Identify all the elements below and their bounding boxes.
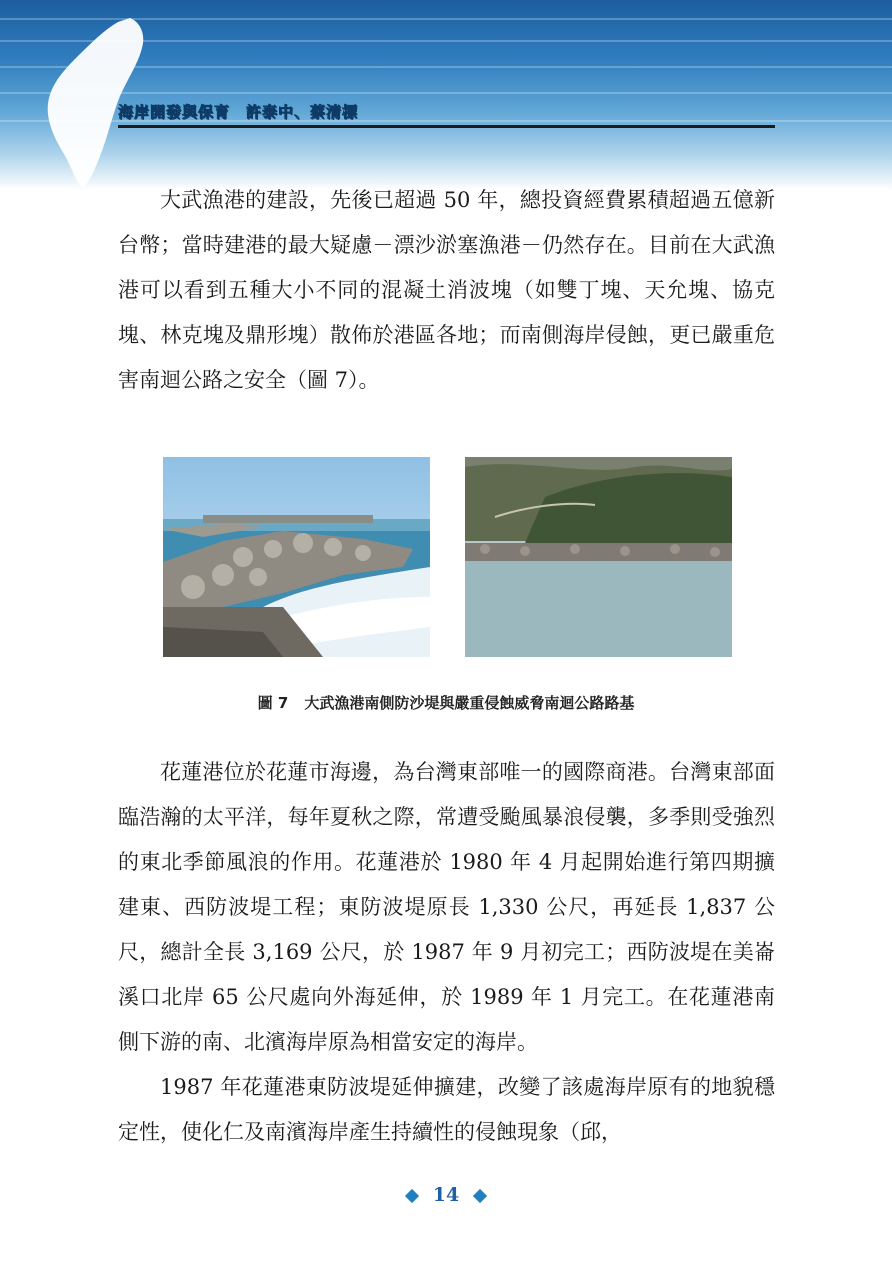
paragraph: 大武漁港的建設，先後已超過 50 年，總投資經費累積超過五億新台幣；當時建港的最大疑慮－漂沙淤塞漁港－仍然存在。目前在大武漁港可以看到五種大小不同的混凝土消波塊（如雙丁塊、天允塊、協克塊、林克塊及鼎形塊）散佈於港區各地；而南側海岸侵蝕，更已嚴重危害南迴公路之安全（圖 7）。 bbox=[118, 188, 775, 392]
header-rule bbox=[118, 125, 775, 128]
paragraph: 1987 年花蓮港東防波堤延伸擴建，改變了該處海岸原有的地貌穩定性，使化仁及南濱海岸產生持續性的侵蝕現象（邱， bbox=[118, 1075, 775, 1144]
diamond-icon bbox=[405, 1189, 419, 1203]
running-head: 海岸開發與保育 許泰中、蔡清標 bbox=[118, 103, 359, 121]
figure-label: 圖 7 bbox=[257, 694, 289, 712]
page-number: 14 bbox=[432, 1184, 460, 1206]
paragraph: 花蓮港位於花蓮市海邊，為台灣東部唯一的國際商港。台灣東部面臨浩瀚的太平洋，每年夏秋之際，常遭受颱風暴浪侵襲，多季則受強烈的東北季節風浪的作用。花蓮港於 1980 年 4 月起開始進行第四期擴建東、西防波堤工程；東防波堤原長 1,330 公尺，再延長 1,837 公尺，總計全長 3,169 公尺，於 1987 年 9 月初完工；西防波堤在美崙溪口北岸 65 公尺處向外海延伸，於 1989 年 1 月完工。在花蓮港南側下游的南、北濱海岸原為相當安定的海岸。 bbox=[118, 760, 775, 1054]
body-text-top bbox=[118, 178, 775, 403]
photo-breakwater-tetrapods bbox=[163, 457, 430, 657]
figure-caption bbox=[0, 692, 892, 713]
figure-caption-text: 大武漁港南側防沙堤與嚴重侵蝕威脅南迴公路路基 bbox=[304, 694, 635, 712]
body-text-bottom bbox=[118, 750, 775, 1155]
diamond-icon bbox=[473, 1189, 487, 1203]
page-footer bbox=[0, 1184, 892, 1206]
photo-coastal-road bbox=[465, 457, 732, 657]
